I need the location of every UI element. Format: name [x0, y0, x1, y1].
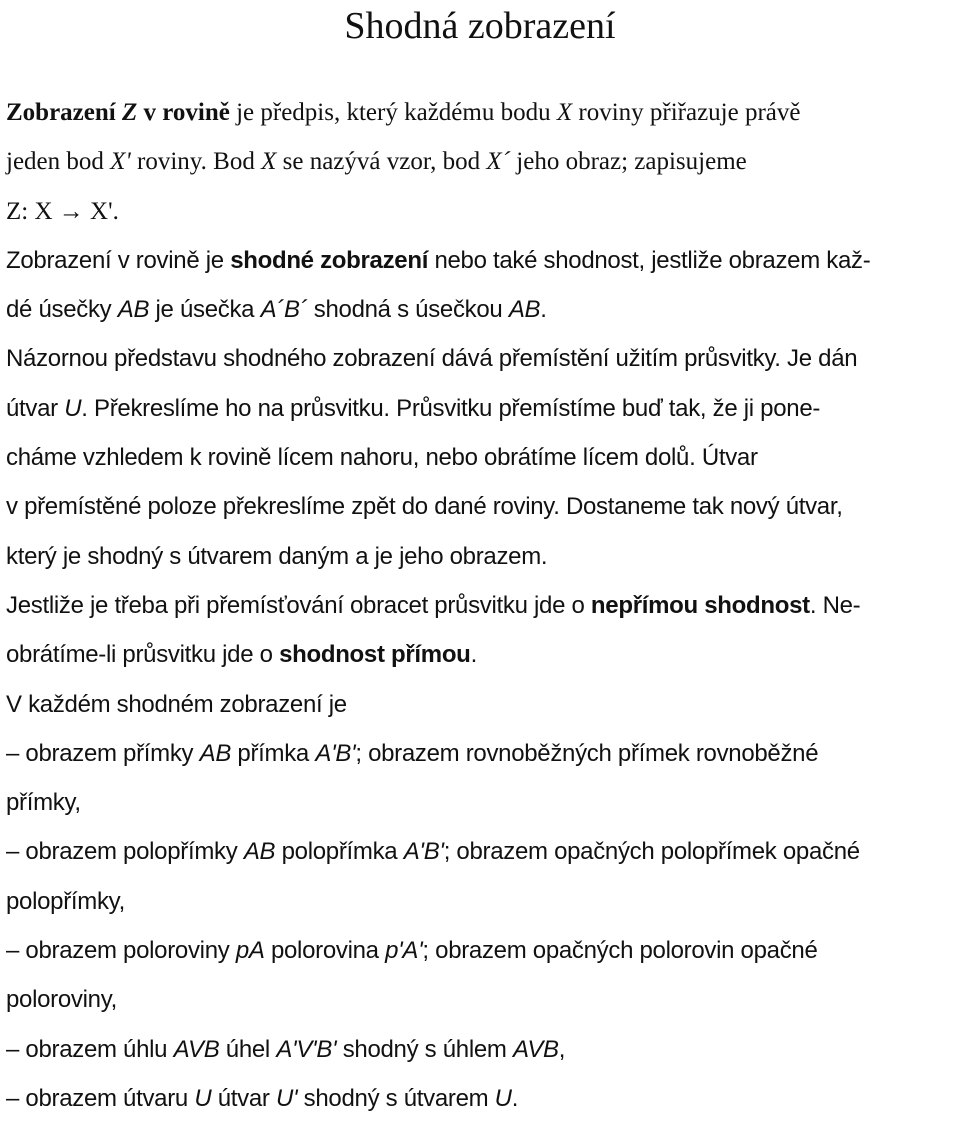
text-line: – obrazem útvaru U útvar U' shodný s útvarem U. — [6, 1084, 519, 1112]
document-body — [6, 88, 958, 1123]
list-item — [6, 1074, 958, 1123]
text-line: útvar U. Překreslíme ho na průsvitku. Průsvitku přemístíme buď tak, že ji pone- — [6, 394, 821, 422]
paragraph-shodnost — [6, 236, 958, 729]
paragraph-definition — [6, 88, 958, 236]
text-line: – obrazem úhlu AVB úhel A'V'B' shodný s úhlem AVB, — [6, 1035, 566, 1063]
text-line: dé úsečky AB je úsečka A´B´ shodná s úsečkou AB. — [6, 296, 547, 324]
properties-list — [6, 729, 958, 1123]
text-line: obrátíme-li průsvitku jde o shodnost přímou. — [6, 641, 477, 669]
list-item — [6, 926, 958, 1025]
text-line: Jestliže je třeba při přemísťování obracet průsvitku jde o nepřímou shodnost. Ne- — [6, 591, 861, 619]
list-item — [6, 1025, 958, 1074]
page-title-container — [0, 0, 960, 72]
list-item — [6, 729, 958, 828]
text-line: – obrazem polopřímky AB polopřímka A'B'; obrazem opačných polopřímek opačné — [6, 838, 860, 866]
page-title: Shodná zobrazení — [344, 5, 616, 47]
text-line: Názornou představu shodného zobrazení dává přemístění užitím průsvitky. Je dán — [6, 345, 858, 373]
text-line: – obrazem poloroviny pA polorovina p'A'; obrazem opačných polorovin opačné — [6, 937, 818, 965]
text-line: Zobrazení v rovině je shodné zobrazení nebo také shodnost, jestliže obrazem kaž- — [6, 246, 871, 274]
text-line: přímky, — [6, 789, 81, 817]
text-line: v přemístěné poloze překreslíme zpět do dané roviny. Dostaneme tak nový útvar, — [6, 493, 843, 521]
text-line: jeden bod X' roviny. Bod X se nazývá vzor, bod X´ jeho obraz; zapisujeme — [6, 148, 747, 176]
text-line: Z: X → X'. — [6, 197, 119, 225]
list-item — [6, 827, 958, 926]
text-line: poloroviny, — [6, 986, 117, 1014]
text-line: Zobrazení Z v rovině je předpis, který každému bodu X roviny přiřazuje právě — [6, 99, 801, 126]
text-line: cháme vzhledem k rovině lícem nahoru, nebo obrátíme lícem dolů. Útvar — [6, 444, 758, 472]
text-line: polopřímky, — [6, 887, 125, 915]
text-line: který je shodný s útvarem daným a je jeho obrazem. — [6, 542, 548, 570]
text-line: – obrazem přímky AB přímka A'B'; obrazem rovnoběžných přímek rovnoběžné — [6, 739, 819, 767]
list-intro: V každém shodném zobrazení je — [6, 690, 347, 718]
